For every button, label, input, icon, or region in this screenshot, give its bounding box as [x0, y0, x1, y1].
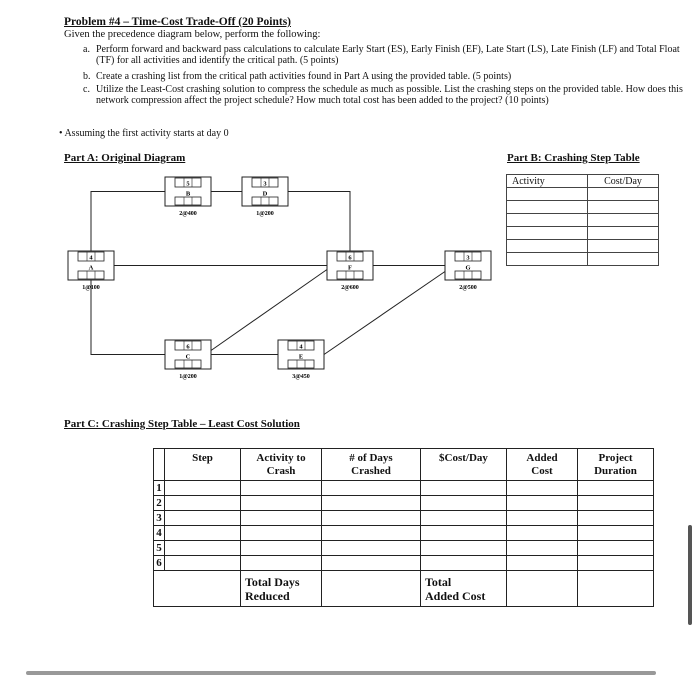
problem-title: Problem #4 – Time-Cost Trade-Off (20 Points) [64, 16, 291, 28]
instruction-label: b. [83, 71, 91, 82]
edge-a-c [91, 280, 165, 355]
empty-cell[interactable] [421, 541, 507, 556]
empty-cell[interactable] [322, 511, 421, 526]
table-row [154, 556, 654, 571]
empty-cell[interactable] [322, 526, 421, 541]
empty-cell[interactable] [322, 496, 421, 511]
empty-cell[interactable] [507, 511, 578, 526]
least-cost-table [153, 448, 654, 607]
empty-cell[interactable] [241, 511, 322, 526]
empty-cell[interactable] [507, 496, 578, 511]
empty-cell[interactable] [507, 227, 588, 240]
edge-c-f [211, 270, 327, 351]
step-number: 6 [154, 556, 165, 571]
node-activity-id: A [88, 264, 94, 272]
empty-cell[interactable] [322, 571, 421, 607]
part-c-header: Part C: Crashing Step Table – Least Cost Solution [64, 418, 300, 430]
empty-cell[interactable] [507, 201, 588, 214]
instruction-text: Create a crashing list from the critical path activities found in Part A using the provided table. (5 points) [96, 71, 512, 82]
horizontal-scrollbar[interactable] [26, 671, 656, 675]
empty-cell[interactable] [322, 556, 421, 571]
node-activity-id: B [185, 190, 191, 198]
crashing-list-table [506, 174, 659, 266]
node-crash-label: 1@100 [82, 285, 100, 291]
step-number: 5 [154, 541, 165, 556]
empty-cell[interactable] [241, 526, 322, 541]
col-activity: Activity [507, 175, 588, 188]
node-activity-id: C [185, 353, 191, 361]
node-duration: 6 [186, 343, 190, 351]
col-cost-per-day: Cost/Day [588, 175, 659, 188]
table-row [154, 511, 654, 526]
node-duration: 4 [299, 343, 303, 351]
empty-cell[interactable] [507, 188, 588, 201]
empty-cell[interactable] [165, 496, 241, 511]
empty-cell[interactable] [507, 571, 578, 607]
col-activity-to-crash: Activity to Crash [241, 449, 322, 481]
empty-cell[interactable] [578, 481, 654, 496]
col-added-cost: Added Cost [507, 449, 578, 481]
table-row [507, 253, 659, 266]
empty-cell[interactable] [588, 253, 659, 266]
node-crash-label: 2@500 [459, 285, 477, 291]
blank-corner [154, 449, 165, 481]
edge-a-b [91, 192, 165, 252]
part-a-header: Part A: Original Diagram [64, 152, 186, 164]
col-project-duration: Project Duration [578, 449, 654, 481]
step-number: 3 [154, 511, 165, 526]
empty-cell[interactable] [578, 556, 654, 571]
empty-cell[interactable] [165, 526, 241, 541]
edge-e-g [324, 272, 445, 355]
empty-cell[interactable] [322, 481, 421, 496]
activity-node-c [165, 340, 211, 380]
table-row [154, 496, 654, 511]
table-row [507, 188, 659, 201]
instruction-text: Perform forward and backward pass calculations to calculate Early Start (ES), Early Finish (EF), Late Start (LS), Late Finish (LF) and Total Float (TF) for all activities and identify the critical path. (5 points) [96, 44, 680, 66]
table-row [154, 541, 654, 556]
empty-cell[interactable] [165, 556, 241, 571]
activity-node-g [445, 251, 491, 291]
table-row [507, 214, 659, 227]
instruction-label: a. [83, 44, 90, 55]
empty-cell[interactable] [507, 253, 588, 266]
col-days-crashed: # of Days Crashed [322, 449, 421, 481]
empty-cell[interactable] [421, 481, 507, 496]
col-step: Step [165, 449, 241, 481]
node-crash-label: 1@200 [179, 374, 197, 380]
node-duration: 6 [348, 254, 352, 262]
total-cost-label: Total Added Cost [421, 571, 507, 607]
step-number: 1 [154, 481, 165, 496]
empty-cell[interactable] [154, 571, 241, 607]
instruction-text: Utilize the Least-Cost crashing solution to compress the schedule as much as possible. List the crashing steps on the provided table. How does this network compression affect the project schedule? How much total cost has been added to the project? (10 points) [96, 84, 683, 106]
empty-cell[interactable] [588, 240, 659, 253]
empty-cell[interactable] [507, 541, 578, 556]
step-number: 2 [154, 496, 165, 511]
activity-node-f [327, 251, 373, 291]
empty-cell[interactable] [578, 571, 654, 607]
table-row [507, 227, 659, 240]
table-row [154, 481, 654, 496]
node-crash-label: 2@400 [179, 211, 197, 217]
empty-cell[interactable] [507, 556, 578, 571]
node-activity-id: D [262, 190, 268, 198]
empty-cell[interactable] [507, 214, 588, 227]
node-crash-label: 3@450 [292, 374, 310, 380]
problem-intro: Given the precedence diagram below, perform the following: [64, 29, 321, 40]
empty-cell[interactable] [165, 481, 241, 496]
empty-cell[interactable] [507, 481, 578, 496]
empty-cell[interactable] [241, 481, 322, 496]
empty-cell[interactable] [241, 496, 322, 511]
empty-cell[interactable] [421, 526, 507, 541]
empty-cell[interactable] [421, 511, 507, 526]
empty-cell[interactable] [588, 201, 659, 214]
instruction-label: c. [83, 84, 90, 95]
activity-node-e [278, 340, 324, 380]
empty-cell[interactable] [578, 526, 654, 541]
node-duration: 5 [186, 180, 190, 188]
vertical-scrollbar[interactable] [688, 525, 692, 625]
node-activity-id: E [298, 353, 304, 361]
node-activity-id: F [348, 264, 352, 272]
step-number: 4 [154, 526, 165, 541]
empty-cell[interactable] [421, 496, 507, 511]
empty-cell[interactable] [322, 541, 421, 556]
activity-node-a [68, 251, 114, 291]
assumption-note: • Assuming the first activity starts at day 0 [59, 128, 229, 139]
empty-cell[interactable] [165, 511, 241, 526]
node-duration: 4 [89, 254, 93, 262]
node-crash-label: 1@200 [256, 211, 274, 217]
node-duration: 3 [263, 180, 267, 188]
part-b-header: Part B: Crashing Step Table [507, 152, 640, 164]
empty-cell[interactable] [241, 556, 322, 571]
activity-node-b [165, 177, 211, 217]
empty-cell[interactable] [578, 496, 654, 511]
empty-cell[interactable] [588, 188, 659, 201]
col-cost-per-day: $Cost/Day [421, 449, 507, 481]
empty-cell[interactable] [507, 526, 578, 541]
empty-cell[interactable] [241, 541, 322, 556]
empty-cell[interactable] [507, 240, 588, 253]
table-row [507, 240, 659, 253]
edge-d-f [288, 192, 350, 252]
empty-cell[interactable] [578, 541, 654, 556]
node-activity-id: G [465, 264, 471, 272]
empty-cell[interactable] [578, 511, 654, 526]
empty-cell[interactable] [588, 214, 659, 227]
empty-cell[interactable] [165, 541, 241, 556]
node-crash-label: 2@600 [341, 285, 359, 291]
totals-row [154, 571, 654, 607]
node-duration: 3 [466, 254, 470, 262]
table-row [507, 201, 659, 214]
empty-cell[interactable] [588, 227, 659, 240]
total-days-label: Total Days Reduced [241, 571, 322, 607]
empty-cell[interactable] [421, 556, 507, 571]
table-row [154, 526, 654, 541]
activity-node-d [242, 177, 288, 217]
